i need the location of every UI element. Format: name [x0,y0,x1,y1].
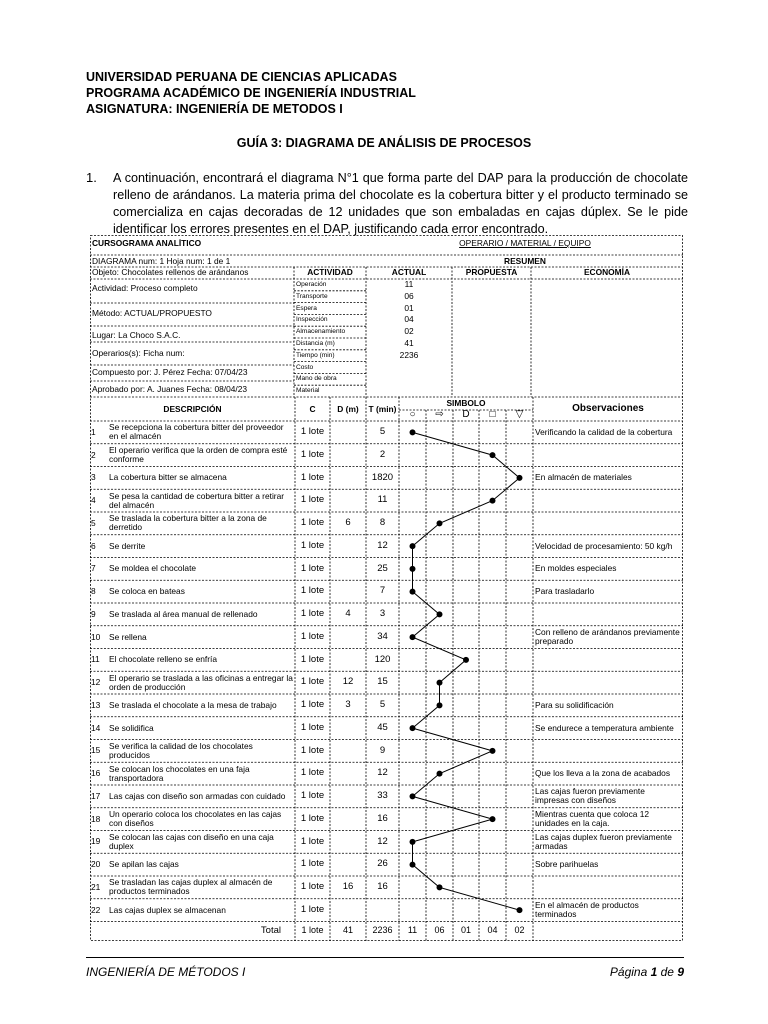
row-observation: En almacén de materiales [535,472,632,483]
row-tiempo: 25 [377,562,388,574]
row-cantidad: 1 lote [300,426,325,438]
row-description: Se coloca en bateas [109,586,185,597]
col-actual: ACTUAL [391,268,427,277]
process-step-marker [463,657,469,663]
row-cantidad: 1 lote [300,721,325,733]
dap-table [90,235,683,941]
row-observation: En moldes especiales [535,563,617,574]
row-observation: En el almacén de productos terminados [535,900,639,920]
row-observation: Con relleno de arándanos previamente preparado [535,627,680,647]
row-number: 14 [91,722,101,733]
row-number: 17 [91,790,101,801]
row-observation: Se endurece a temperatura ambiente [535,722,674,733]
row-observation: Verificando la calidad de la cobertura [535,426,673,437]
row-observation [535,445,681,466]
row-tiempo: 16 [377,812,388,824]
process-step-marker [437,702,443,708]
col-actividad: ACTIVIDAD [307,268,353,277]
row-tiempo: 5 [379,699,386,711]
question-text: A continuación, encontrará el diagrama N°1 que forma parte del DAP para la producción de chocolate relleno de arándanos. La materia prima del chocolate es la cobertura bitter y el producto terminado se comercializa en cajas decoradas de 12 unidades que son embaladas en cajas dúplex. Se le pide identificar los errores presentes en el DAP, justificando cada error encontrado. [113,171,688,236]
row-cantidad: 1 lote [300,790,325,802]
summary-actual: 2236 [399,350,419,360]
row-description: Se rellena [109,631,147,642]
row-number: 3 [91,472,96,483]
row-cantidad: 1 lote [300,767,325,779]
operarios-label: Operarios(s): Ficha num: [92,349,185,358]
summary-label: Transporte [296,292,328,300]
header-descripcion: DESCRIPCIÓN [163,403,222,414]
process-step-marker [410,429,416,435]
row-number: 22 [91,904,101,915]
row-cantidad: 1 lote [300,676,325,688]
row-distancia: 6 [345,517,351,529]
summary-label: Mano de obra [296,375,337,383]
row-description: El operario verifica que la orden de compra esté conforme [109,445,288,465]
total-symbol-count: 01 [460,925,471,936]
process-step-marker [410,793,416,799]
row-distancia: 3 [345,699,351,711]
row-tiempo: 33 [377,790,388,802]
row-observation: Las cajas duplex fueron previamente armadas [535,831,672,851]
row-distancia [330,785,366,808]
process-step-marker [490,748,496,754]
row-cantidad: 1 lote [300,812,325,824]
total-cantidad: 1 lote [301,925,324,936]
aprobado-label: Aprobado por: A. Juanes Fecha: 08/04/23 [92,385,248,394]
row-number: 16 [91,768,101,779]
summary-label: Inspección [296,316,328,324]
row-observation [535,650,681,671]
row-cantidad: 1 lote [300,881,325,893]
row-cantidad: 1 lote [300,585,325,597]
row-tiempo: 15 [377,676,388,688]
row-observation: Sobre parihuelas [535,859,599,870]
lugar-label: Lugar: La Choco S.A.C. [92,331,181,340]
row-tiempo: 12 [377,767,388,779]
compuesto-label: Compuesto por: J. Pérez Fecha: 07/04/23 [92,368,248,377]
summary-label: Material [296,387,320,395]
course-name: ASIGNATURA: INGENIERÍA DE METODOS I [86,102,343,116]
header-observaciones: Observaciones [572,402,644,414]
row-description: La cobertura bitter se almacena [109,472,227,483]
summary-actual [366,374,452,384]
row-description: Se moldea el chocolate [109,563,197,574]
summary-actual: 01 [404,303,414,313]
transport-symbol: ⇨ [435,410,444,421]
cursograma-title: CURSOGRAMA ANALÍTICO [92,239,202,248]
row-distancia [330,740,366,763]
objeto-label: Objeto: Chocolates rellenos de arándanos [92,268,249,277]
row-tiempo: 34 [377,630,388,642]
row-number: 20 [91,859,101,870]
header-simbolo: SIMBOLO [446,398,486,408]
row-observation: Las cajas fueron previamente impresas con diseños [535,786,645,806]
footer-page [610,965,684,979]
row-distancia [330,899,366,922]
process-step-marker [437,771,443,777]
row-number: 10 [91,631,101,642]
row-description: Se trasladan las cajas duplex al almacén de productos terminados [109,877,273,897]
row-tiempo: 12 [377,835,388,847]
row-description: Se solidifica [109,722,154,733]
row-distancia [330,649,366,672]
row-number: 6 [91,540,96,551]
page-number: 1 [650,965,658,979]
row-distancia [330,535,366,558]
process-step-marker [490,816,496,822]
col-propuesta: PROPUESTA [465,268,518,277]
summary-actual: 06 [404,291,414,301]
row-description: Un operario coloca los chocolates en las cajas con diseños [109,809,282,829]
row-description: Las cajas duplex se almacenan [109,904,226,915]
row-cantidad: 1 lote [300,630,325,642]
row-observation: Para trasladarlo [535,586,595,597]
row-description: El operario se traslada a las oficinas a entregar la orden de producción [109,672,293,692]
row-number: 4 [91,495,96,506]
process-step-marker [437,520,443,526]
row-number: 19 [91,836,101,847]
inspection-symbol: □ [489,410,496,421]
row-tiempo: 3 [379,608,386,620]
summary-label: Espera [296,304,317,312]
summary-actual: 04 [404,315,414,325]
summary-label: Costo [296,363,314,371]
row-description: Se derrite [109,540,146,551]
row-description: Se apilan las cajas [109,859,179,870]
metodo-label: Método: ACTUAL/PROPUESTO [92,309,212,318]
process-step-marker [437,611,443,617]
row-cantidad: 1 lote [300,653,325,665]
row-description: Se pesa la cantidad de cobertura bitter a retirar del almacén [109,490,285,510]
footer-rule [86,957,684,958]
process-step-marker [410,566,416,572]
row-number: 15 [91,745,101,756]
program-name: PROGRAMA ACADÉMICO DE INGENIERÍA INDUSTRIAL [86,86,416,100]
row-tiempo: 9 [379,744,386,756]
process-step-marker [437,884,443,890]
total-symbol-count: 04 [487,925,498,936]
row-distancia [330,558,366,581]
row-number: 18 [91,813,101,824]
summary-label: Almacenamiento [296,328,346,336]
row-number: 21 [91,881,101,892]
row-tiempo: 11 [377,494,388,506]
row-distancia: 12 [342,676,354,688]
row-cantidad: 1 lote [300,539,325,551]
header-c: C [309,403,316,414]
process-step-marker [410,543,416,549]
row-description: Se recepciona la cobertura bitter del proveedor en el almacén [109,422,284,442]
page-total: 9 [677,965,684,979]
row-observation: Velocidad de procesamiento: 50 kg/h [535,540,673,551]
actividad-label: Actividad: Proceso completo [92,284,198,293]
row-cantidad: 1 lote [300,858,325,870]
process-step-marker [410,589,416,595]
total-label: Total [260,925,281,937]
summary-label: Tiempo (min) [296,351,335,359]
process-step-marker [517,907,523,913]
summary-actual [366,386,452,396]
row-cantidad: 1 lote [300,471,325,483]
row-observation: Que los lleva a la zona de acabados [535,768,671,779]
total-symbol-count: 06 [434,925,445,936]
row-observation [535,741,681,762]
process-step-marker [410,839,416,845]
row-number: 9 [91,608,96,619]
row-number: 1 [91,426,96,437]
row-distancia [330,580,366,603]
row-distancia [330,421,366,444]
process-step-marker [517,475,523,481]
diagram-number: DIAGRAMA num: 1 Hoja num: 1 de 1 [92,257,231,266]
row-tiempo: 1820 [371,471,394,483]
row-cantidad: 1 lote [300,494,325,506]
row-number: 12 [91,677,101,688]
page-mid: de [657,965,678,979]
row-distancia [330,626,366,649]
header-d: D (m) [337,403,359,414]
row-distancia [330,444,366,467]
process-step-marker [410,725,416,731]
row-tiempo: 16 [377,881,388,893]
total-distancia: 41 [342,925,353,936]
total-tiempo: 2236 [372,925,393,936]
process-step-marker [490,452,496,458]
row-number: 2 [91,449,96,460]
summary-actual: 41 [404,339,414,348]
row-observation [535,490,681,511]
row-distancia [330,853,366,876]
row-description: El chocolate relleno se enfría [109,654,218,665]
row-cantidad: 1 lote [300,699,325,711]
row-number: 11 [91,654,100,665]
row-tiempo: 7 [379,585,386,597]
row-description: Se colocan los chocolates en una faja transportadora [109,763,250,783]
row-tiempo: 2 [379,448,386,460]
row-tiempo: 5 [379,426,386,438]
row-description: Se verifica la calidad de los chocolates producidos [109,740,253,760]
row-cantidad: 1 lote [300,744,325,756]
row-observation [535,604,681,625]
row-tiempo: 45 [377,721,388,733]
total-symbol-count: 02 [514,925,525,936]
row-distancia [330,467,366,490]
row-distancia [330,831,366,854]
row-tiempo: 26 [377,858,388,870]
row-distancia: 4 [345,608,351,620]
type-options: OPERARIO / MATERIAL / EQUIPO [459,239,591,248]
delay-symbol: D [462,410,470,421]
summary-label: Distancia (m) [296,340,335,347]
row-cantidad: 1 lote [300,562,325,574]
row-description: Se traslada al área manual de rellenado [109,608,258,619]
summary-actual [366,363,452,373]
university-name: UNIVERSIDAD PERUANA DE CIENCIAS APLICADAS [86,70,397,84]
row-distancia [330,489,366,512]
process-step-marker [490,498,496,504]
row-observation: Mientras cuenta que coloca 12 unidades en la caja. [535,809,650,829]
process-step-marker [410,634,416,640]
process-step-marker [410,862,416,868]
row-description: Se traslada la cobertura bitter a la zona de derretido [109,513,267,533]
row-distancia [330,762,366,785]
row-cantidad: 1 lote [300,835,325,847]
operation-symbol: ○ [409,410,416,421]
col-economia: ECONOMÍA [583,268,631,277]
row-description: Se traslada el chocolate a la mesa de trabajo [109,699,277,710]
resumen-label: RESUMEN [504,257,546,266]
row-observation: Para su solidificación [535,699,614,710]
row-description: Las cajas con diseño son armadas con cuidado [109,790,286,801]
row-number: 8 [91,586,96,597]
question-number: 1. [86,170,97,185]
row-observation [535,513,681,534]
row-distancia [330,808,366,831]
guide-title: GUÍA 3: DIAGRAMA DE ANÁLISIS DE PROCESOS [236,136,532,150]
summary-actual: 11 [404,280,414,289]
row-tiempo: 12 [377,539,388,551]
row-description: Se colocan las cajas con diseño en una caja duplex [109,831,274,851]
row-distancia [330,717,366,740]
summary-label: Operación [296,281,327,288]
row-number: 5 [91,517,96,528]
total-symbol-count: 11 [407,925,418,936]
row-tiempo [366,899,399,922]
row-tiempo: 8 [379,517,386,529]
row-cantidad: 1 lote [300,517,325,529]
row-cantidad: 1 lote [300,903,325,915]
footer-course: INGENIERÍA DE MÉTODOS I [86,965,246,979]
row-observation [535,672,681,693]
header-t: T (min) [368,403,397,414]
row-cantidad: 1 lote [300,448,325,460]
row-observation [535,877,681,898]
process-step-marker [437,680,443,686]
row-number: 13 [91,699,101,710]
row-number: 7 [91,563,96,574]
page-prefix: Página [609,965,651,979]
row-distancia: 16 [342,881,354,893]
row-cantidad: 1 lote [300,608,325,620]
storage-symbol: ▽ [515,410,524,421]
summary-actual: 02 [404,327,414,337]
row-tiempo: 120 [374,653,391,665]
